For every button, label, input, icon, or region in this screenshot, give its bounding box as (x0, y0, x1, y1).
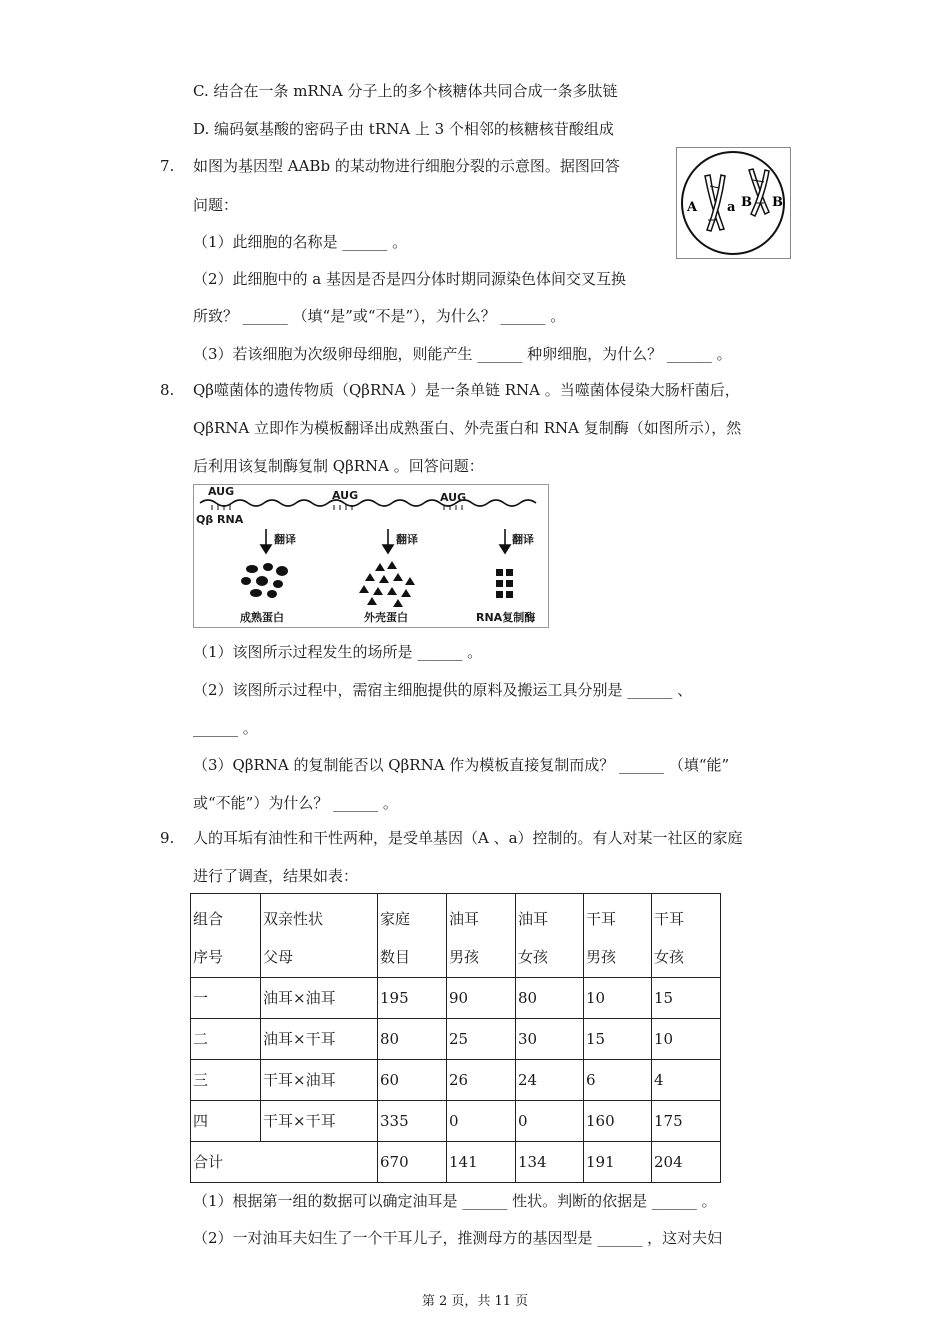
protein-label-coat: 外壳蛋白 (364, 611, 408, 624)
table-header-cell: 双亲性状 父母 (261, 894, 378, 978)
table-cell: 0 (447, 1101, 516, 1142)
coat-protein-triangles (359, 561, 415, 607)
gene-label-B-right: B (772, 195, 783, 210)
translation-figure (193, 484, 549, 628)
table-header-cell: 干耳 女孩 (652, 894, 721, 978)
translation-arrows (261, 529, 510, 553)
table-cell: 204 (652, 1142, 721, 1183)
codon-label-1: AUG (208, 485, 235, 498)
table-header-cell: 组合 序号 (191, 894, 261, 978)
protein-label-replicase: RNA复制酶 (476, 611, 536, 624)
table-cell: 10 (652, 1019, 721, 1060)
table-cell: 191 (584, 1142, 652, 1183)
earwax-survey-table (190, 893, 721, 1183)
page-footer: 第 2 页，共 11 页 (421, 1294, 529, 1309)
q9-number: 9. (160, 829, 175, 847)
q7-number: 7. (160, 157, 175, 175)
table-header-cell: 油耳 女孩 (516, 894, 584, 978)
table-row (191, 1019, 721, 1060)
table-cell: 134 (516, 1142, 584, 1183)
table-cell: 25 (447, 1019, 516, 1060)
table-cell: 三 (191, 1060, 261, 1101)
table-cell: 160 (584, 1101, 652, 1142)
table-cell: 80 (516, 978, 584, 1019)
table-cell: 4 (652, 1060, 721, 1101)
table-cell: 80 (378, 1019, 447, 1060)
table-cell: 175 (652, 1101, 721, 1142)
q8-part2-line1: （2）该图所示过程中，需宿主细胞提供的原料及搬运工具分别是 ______ 、 (193, 681, 693, 699)
q8-stem-line2: QβRNA 立即作为模板翻译出成熟蛋白、外壳蛋白和 RNA 复制酶（如图所示），然 (193, 419, 742, 437)
table-cell: 油耳×干耳 (261, 1019, 378, 1060)
table-cell: 335 (378, 1101, 447, 1142)
table-cell: 195 (378, 978, 447, 1019)
q8-part2-line2: ______ 。 (193, 719, 258, 737)
table-header-row (191, 894, 721, 978)
gene-label-a: a (727, 200, 736, 215)
q7-part3: （3）若该细胞为次级卵母细胞，则能产生 ______ 种卵细胞，为什么？ ______ 。 (193, 345, 732, 363)
codon-label-3: AUG (440, 491, 467, 504)
gene-label-A: A (687, 200, 698, 215)
table-cell: 10 (584, 978, 652, 1019)
gene-label-B-left: B (741, 195, 752, 210)
translate-label-3: 翻译 (512, 533, 534, 546)
table-cell: 干耳×干耳 (261, 1101, 378, 1142)
q8-stem-line3: 后利用该复制酶复制 QβRNA 。回答问题： (193, 457, 484, 475)
q7-stem-line2: 问题： (193, 196, 239, 214)
codon-ticks (212, 505, 462, 510)
q6-option-d: D. 编码氨基酸的密码子由 tRNA 上 3 个相邻的核糖核苷酸组成 (193, 120, 614, 138)
table-row (191, 1060, 721, 1101)
table-cell: 15 (652, 978, 721, 1019)
table-header-cell: 家庭 数目 (378, 894, 447, 978)
table-row (191, 1101, 721, 1142)
table-cell: 24 (516, 1060, 584, 1101)
chromosome-pair-left (705, 175, 725, 231)
table-cell: 二 (191, 1019, 261, 1060)
mature-protein-dots (241, 563, 288, 598)
rna-label: Qβ RNA (196, 513, 244, 526)
q8-number: 8. (160, 381, 175, 399)
table-cell: 合计 (191, 1142, 378, 1183)
q9-stem-line2: 进行了调查，结果如表： (193, 867, 359, 885)
q8-part3-line2: 或“不能”）为什么？ ______ 。 (193, 794, 398, 812)
q7-stem-line1: 如图为基因型 AABb 的某动物进行细胞分裂的示意图。据图回答 (193, 157, 620, 175)
q9-part2: （2）一对油耳夫妇生了一个干耳儿子，推测母方的基因型是 ______ ，这对夫妇 (193, 1229, 723, 1247)
table-cell: 一 (191, 978, 261, 1019)
q7-part1: （1）此细胞的名称是 ______ 。 (193, 233, 408, 251)
q6-option-c: C. 结合在一条 mRNA 分子上的多个核糖体共同合成一条多肽链 (193, 82, 618, 100)
cell-division-figure (676, 147, 791, 259)
q8-stem-line1: Qβ噬菌体的遗传物质（QβRNA ）是一条单链 RNA 。当噬菌体侵染大肠杆菌后， (193, 381, 740, 399)
chromosome-pair-right (749, 169, 769, 216)
table-cell: 26 (447, 1060, 516, 1101)
table-cell: 60 (378, 1060, 447, 1101)
cell-diagram (677, 148, 790, 258)
q7-part2-line1: （2）此细胞中的 a 基因是否是四分体时期同源染色体间交叉互换 (193, 270, 627, 288)
codon-label-2: AUG (332, 489, 359, 502)
table-cell: 四 (191, 1101, 261, 1142)
table-total-row (191, 1142, 721, 1183)
table-cell: 0 (516, 1101, 584, 1142)
table-cell: 油耳×油耳 (261, 978, 378, 1019)
translation-diagram (194, 485, 548, 627)
table-header-cell: 干耳 男孩 (584, 894, 652, 978)
q8-part3-line1: （3）QβRNA 的复制能否以 QβRNA 作为模板直接复制而成？ ______ （填“能” (193, 756, 730, 774)
translate-label-2: 翻译 (396, 533, 418, 546)
table-row (191, 978, 721, 1019)
q9-stem-line1: 人的耳垢有油性和干性两种，是受单基因（A 、a）控制的。有人对某一社区的家庭 (193, 829, 743, 847)
table-cell: 干耳×油耳 (261, 1060, 378, 1101)
q8-part1: （1）该图所示过程发生的场所是 ______ 。 (193, 643, 483, 661)
table-cell: 141 (447, 1142, 516, 1183)
table-cell: 90 (447, 978, 516, 1019)
replicase-squares (496, 569, 513, 598)
q7-part2-line2: 所致？ ______ （填“是”或“不是”），为什么？ ______ 。 (193, 307, 566, 325)
protein-label-mature: 成熟蛋白 (240, 611, 284, 624)
table-cell: 670 (378, 1142, 447, 1183)
table-header-cell: 油耳 男孩 (447, 894, 516, 978)
translate-label-1: 翻译 (274, 533, 296, 546)
table-cell: 15 (584, 1019, 652, 1060)
q9-part1: （1）根据第一组的数据可以确定油耳是 ______ 性状。判断的依据是 ______ 。 (193, 1192, 717, 1210)
table-cell: 6 (584, 1060, 652, 1101)
table-cell: 30 (516, 1019, 584, 1060)
rna-strand (200, 500, 536, 506)
